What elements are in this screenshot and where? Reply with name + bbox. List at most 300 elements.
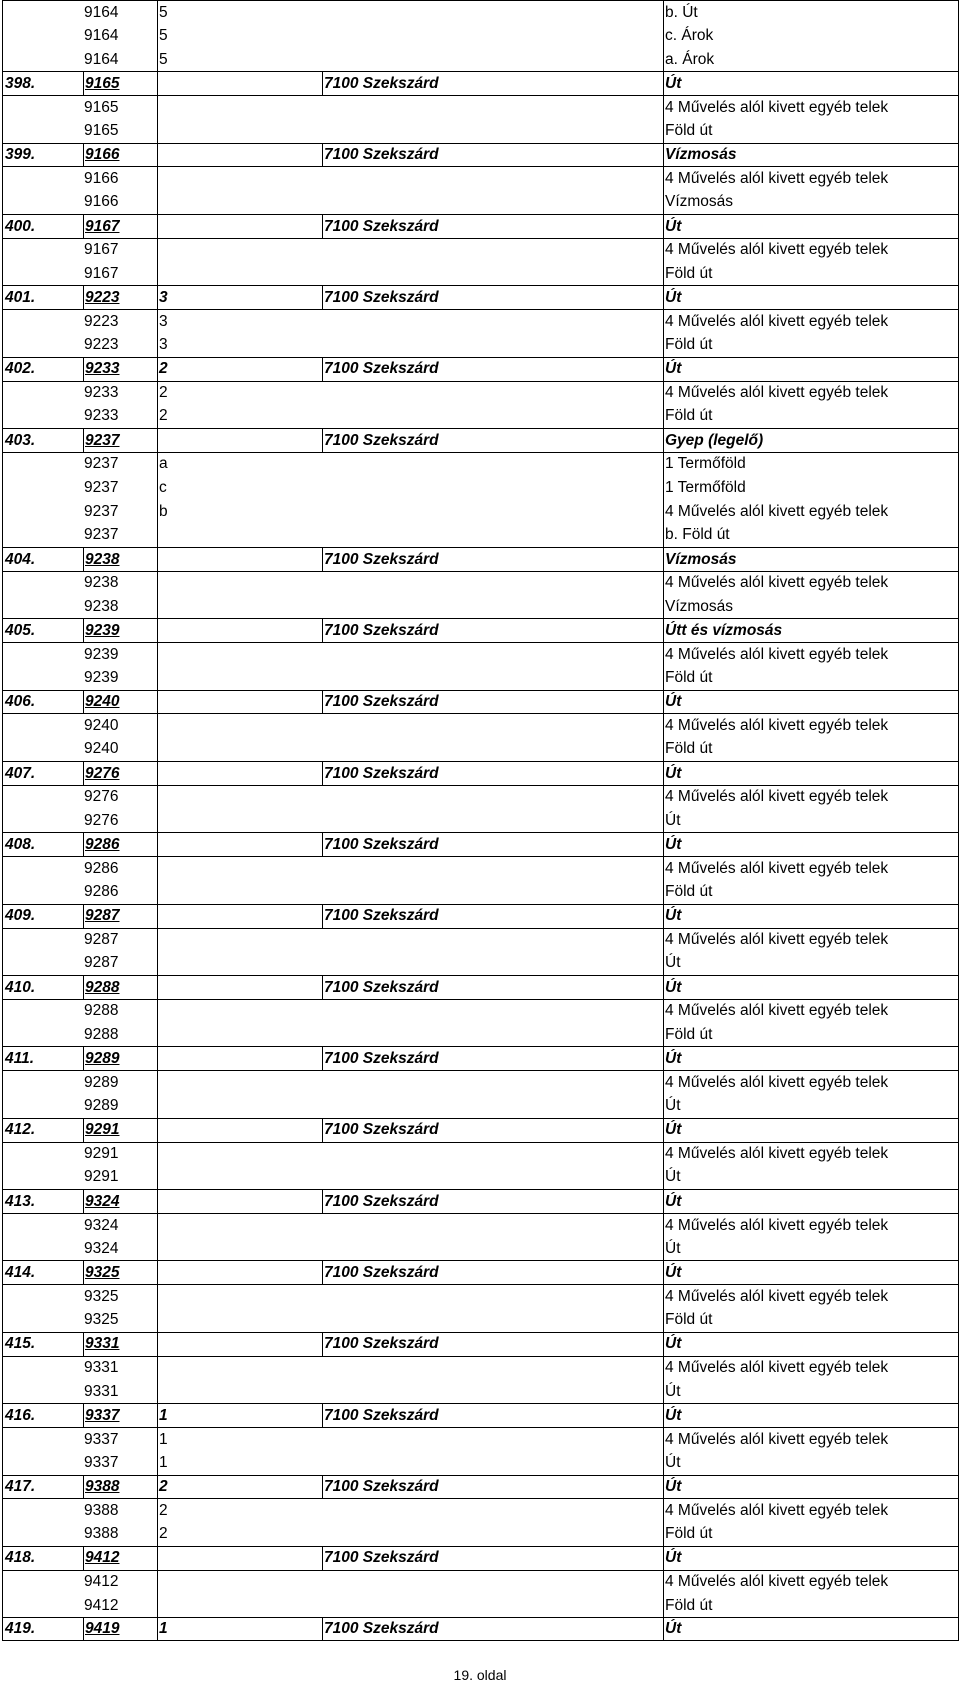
land-use-cell: Út [663, 762, 959, 785]
row-number-cell: 407. [5, 764, 36, 782]
row-number-cell [3, 714, 83, 737]
table-row [2, 999, 959, 1023]
land-use-cell: Föld út [663, 880, 959, 904]
row-number-cell: 416. [5, 1406, 36, 1424]
table-row [2, 713, 959, 737]
parcel-number-cell: 9238 [84, 597, 119, 615]
parcel-number-cell: 9237 [84, 478, 119, 496]
location-cell [322, 666, 662, 690]
location-cell: 7100 Szekszárd [322, 833, 662, 856]
row-number-cell [3, 572, 83, 595]
table-header-row [2, 1260, 959, 1284]
location-cell [322, 1023, 662, 1047]
parcel-number-cell: 9165 [84, 98, 119, 116]
land-use-cell: b. Út [663, 1, 959, 24]
sub-parcel-cell [157, 1000, 322, 1023]
parcel-number-cell: 9240 [84, 717, 119, 735]
land-use-cell: Út [663, 691, 959, 714]
row-number-cell [3, 1571, 83, 1594]
table-header-row [2, 285, 959, 309]
sub-parcel-cell [157, 119, 322, 143]
location-cell [322, 1357, 662, 1380]
sub-parcel-cell [157, 1165, 322, 1189]
land-use-cell: Út [663, 1094, 959, 1118]
land-use-cell: 4 Művelés alól kivett egyéb telek [663, 96, 959, 119]
sub-parcel-cell [157, 1571, 322, 1594]
table-row [2, 1165, 959, 1189]
location-cell [322, 595, 662, 619]
parcel-number-cell: 9237 [83, 429, 157, 452]
parcel-number-cell: 9239 [83, 619, 157, 642]
table-row [2, 595, 959, 619]
land-use-cell: 4 Művelés alól kivett egyéb telek [663, 572, 959, 595]
row-number-cell: 400. [5, 217, 36, 235]
row-number-cell [3, 453, 83, 476]
location-cell [322, 1071, 662, 1094]
sub-parcel-cell: 1 [157, 1428, 322, 1451]
sub-parcel-cell [157, 144, 322, 167]
parcel-number-cell: 9165 [84, 122, 119, 140]
land-use-cell: Föld út [663, 737, 959, 761]
parcel-number-cell: 9325 [84, 1287, 119, 1305]
row-number-cell [3, 119, 83, 143]
land-use-cell: 4 Művelés alól kivett egyéb telek [663, 310, 959, 333]
land-use-cell: Vízmosás [663, 595, 959, 619]
land-use-cell: Út [663, 1119, 959, 1142]
sub-parcel-cell [157, 523, 322, 547]
table-row [2, 523, 959, 547]
row-number-cell: 404. [5, 550, 36, 568]
land-use-cell: 4 Művelés alól kivett egyéb telek [663, 786, 959, 809]
table-header-row [2, 547, 959, 571]
location-cell [322, 190, 662, 214]
location-cell: 7100 Szekszárd [322, 619, 662, 642]
land-use-cell: Út [663, 976, 959, 999]
sub-parcel-cell [157, 1190, 322, 1213]
location-cell: 7100 Szekszárd [322, 976, 662, 999]
location-cell: 7100 Szekszárd [322, 1547, 662, 1570]
row-number-cell: 398. [5, 74, 36, 92]
location-cell [322, 476, 662, 500]
parcel-number-cell: 9166 [84, 193, 119, 211]
parcel-number-cell: 9289 [84, 1097, 119, 1115]
location-cell [322, 1, 662, 24]
sub-parcel-cell [157, 1379, 322, 1403]
row-number-cell [3, 1285, 83, 1308]
sub-parcel-cell [157, 809, 322, 833]
land-use-cell: Föld út [663, 1593, 959, 1617]
row-number-cell [3, 48, 83, 72]
parcel-number-cell: 9240 [84, 740, 119, 758]
location-cell [322, 1308, 662, 1332]
row-number-cell [3, 1071, 83, 1094]
parcel-number-cell: 9289 [84, 1073, 119, 1091]
parcel-number-cell: 9287 [84, 954, 119, 972]
row-number-cell [3, 404, 83, 428]
table-header-row [2, 143, 959, 167]
sub-parcel-cell: 2 [157, 1499, 322, 1522]
location-cell [322, 333, 662, 357]
table-row [2, 309, 959, 333]
row-number-cell: 405. [5, 621, 36, 639]
land-use-cell: Vízmosás [663, 190, 959, 214]
parcel-number-cell: 9388 [84, 1525, 119, 1543]
row-number-cell [3, 523, 83, 547]
table-header-row [2, 761, 959, 785]
parcel-number-cell: 9419 [83, 1618, 157, 1640]
table-header-row [2, 1475, 959, 1499]
table-row [2, 809, 959, 833]
location-cell [322, 310, 662, 333]
parcel-number-cell: 9223 [84, 312, 119, 330]
table-row [2, 333, 959, 357]
parcel-number-cell: 9325 [84, 1311, 119, 1329]
land-use-cell: Út [663, 286, 959, 309]
location-cell: 7100 Szekszárd [322, 1190, 662, 1213]
land-use-cell: Út [663, 833, 959, 856]
land-use-cell: Föld út [663, 1308, 959, 1332]
land-use-cell: a. Árok [663, 48, 959, 72]
table-header-row [2, 904, 959, 928]
parcel-number-cell: 9165 [83, 72, 157, 95]
row-number-cell [3, 1165, 83, 1189]
table-header-row [2, 975, 959, 999]
parcel-number-cell: 9237 [84, 526, 119, 544]
sub-parcel-cell [157, 786, 322, 809]
row-number-cell: 411. [5, 1050, 35, 1068]
location-cell [322, 167, 662, 190]
sub-parcel-cell [157, 643, 322, 666]
land-use-cell: Út [663, 1165, 959, 1189]
location-cell [322, 1499, 662, 1522]
row-number-cell: 412. [5, 1121, 36, 1139]
table-row [2, 951, 959, 975]
location-cell [322, 951, 662, 975]
sub-parcel-cell [157, 72, 322, 95]
sub-parcel-cell: 1 [157, 1451, 322, 1475]
location-cell [322, 453, 662, 476]
table-row [2, 666, 959, 690]
table-row [2, 24, 959, 48]
row-number-cell [3, 262, 83, 286]
table-row [2, 642, 959, 666]
sub-parcel-cell [157, 1071, 322, 1094]
table-row [2, 476, 959, 500]
row-number-cell [3, 96, 83, 119]
row-number-cell: 415. [5, 1335, 36, 1353]
sub-parcel-cell [157, 167, 322, 190]
parcel-number-cell: 9288 [83, 976, 157, 999]
sub-parcel-cell: 2 [157, 1522, 322, 1546]
table-row [2, 1593, 959, 1617]
parcel-number-cell: 9324 [84, 1216, 119, 1234]
sub-parcel-cell [157, 762, 322, 785]
land-use-cell: 4 Művelés alól kivett egyéb telek [663, 1214, 959, 1237]
parcel-number-cell: 9337 [83, 1404, 157, 1427]
land-use-cell: Út [663, 1261, 959, 1284]
sub-parcel-cell [157, 1237, 322, 1261]
land-use-cell: Gyep (legelő) [663, 429, 959, 452]
sub-parcel-cell [157, 929, 322, 952]
parcel-number-cell: 9167 [84, 241, 119, 259]
row-number-cell [3, 190, 83, 214]
sub-parcel-cell [157, 1214, 322, 1237]
sub-parcel-cell: 5 [157, 48, 322, 72]
table-row [2, 1451, 959, 1475]
location-cell [322, 1000, 662, 1023]
row-number-cell [3, 1499, 83, 1522]
land-use-cell: Út [663, 951, 959, 975]
location-cell [322, 1285, 662, 1308]
row-number-cell: 417. [5, 1478, 36, 1496]
row-number-cell: 413. [5, 1192, 36, 1210]
land-use-cell: 4 Művelés alól kivett egyéb telek [663, 714, 959, 737]
parcel-number-cell: 9233 [84, 384, 119, 402]
sub-parcel-cell [157, 1261, 322, 1284]
row-number-cell: 419. [5, 1620, 36, 1638]
location-cell: 7100 Szekszárd [322, 1261, 662, 1284]
sub-parcel-cell: 2 [157, 404, 322, 428]
table-row [2, 1094, 959, 1118]
row-number-cell [3, 951, 83, 975]
table-row [2, 404, 959, 428]
parcel-number-cell: 9239 [84, 645, 119, 663]
land-use-cell: Út [663, 1047, 959, 1070]
sub-parcel-cell [157, 96, 322, 119]
parcel-number-cell: 9276 [84, 788, 119, 806]
row-number-cell [3, 880, 83, 904]
parcel-number-cell: 9286 [84, 883, 119, 901]
parcel-number-cell: 9233 [83, 358, 157, 381]
land-use-cell: Út [663, 1379, 959, 1403]
row-number-cell [3, 1094, 83, 1118]
sub-parcel-cell [157, 951, 322, 975]
location-cell: 7100 Szekszárd [322, 548, 662, 571]
parcel-number-cell: 9276 [83, 762, 157, 785]
row-number-cell [3, 1379, 83, 1403]
table-header-row [2, 1546, 959, 1570]
table-header-row [2, 428, 959, 452]
table-row [2, 1237, 959, 1261]
land-use-cell: Út [663, 72, 959, 95]
row-number-cell: 418. [5, 1549, 36, 1567]
land-use-cell: Föld út [663, 666, 959, 690]
location-cell [322, 737, 662, 761]
location-cell: 7100 Szekszárd [322, 1404, 662, 1427]
table-row [2, 119, 959, 143]
land-use-cell: Út [663, 358, 959, 381]
land-use-cell: Föld út [663, 119, 959, 143]
sub-parcel-cell [157, 215, 322, 238]
parcel-number-cell: 9240 [83, 691, 157, 714]
location-cell [322, 262, 662, 286]
row-number-cell [3, 1000, 83, 1023]
location-cell [322, 1571, 662, 1594]
land-use-cell: 4 Művelés alól kivett egyéb telek [663, 1499, 959, 1522]
parcel-number-cell: 9388 [83, 1476, 157, 1499]
sub-parcel-cell [157, 666, 322, 690]
land-use-cell: Út [663, 1190, 959, 1213]
table-row [2, 381, 959, 405]
row-number-cell [3, 1522, 83, 1546]
land-use-cell: b. Föld út [663, 523, 959, 547]
table-row [2, 1522, 959, 1546]
row-number-cell [3, 333, 83, 357]
parcel-number-cell: 9412 [84, 1573, 119, 1591]
row-number-cell: 410. [5, 978, 36, 996]
location-cell [322, 24, 662, 48]
sub-parcel-cell: 2 [157, 358, 322, 381]
land-use-cell: 4 Művelés alól kivett egyéb telek [663, 1571, 959, 1594]
land-use-cell: Út [663, 215, 959, 238]
sub-parcel-cell [157, 1357, 322, 1380]
sub-parcel-cell [157, 1119, 322, 1142]
land-use-cell: Vízmosás [663, 144, 959, 167]
row-number-cell [3, 1237, 83, 1261]
table-row [2, 1356, 959, 1380]
location-cell: 7100 Szekszárd [322, 762, 662, 785]
row-number-cell: 406. [5, 693, 36, 711]
row-number-cell [3, 1308, 83, 1332]
row-number-cell [3, 1593, 83, 1617]
land-use-cell: Vízmosás [663, 548, 959, 571]
location-cell [322, 96, 662, 119]
parcel-number-cell: 9388 [84, 1501, 119, 1519]
location-cell: 7100 Szekszárd [322, 905, 662, 928]
location-cell [322, 48, 662, 72]
table-row [2, 1023, 959, 1047]
row-number-cell [3, 666, 83, 690]
location-cell: 7100 Szekszárd [322, 358, 662, 381]
sub-parcel-cell [157, 619, 322, 642]
location-cell [322, 382, 662, 405]
parcel-number-cell: 9238 [84, 574, 119, 592]
row-number-cell [3, 786, 83, 809]
land-use-cell: Út [663, 1547, 959, 1570]
sub-parcel-cell [157, 190, 322, 214]
sub-parcel-cell [157, 1593, 322, 1617]
land-use-cell: Föld út [663, 1023, 959, 1047]
sub-parcel-cell [157, 714, 322, 737]
land-use-cell: Föld út [663, 1522, 959, 1546]
table-row [2, 95, 959, 119]
row-number-cell [3, 499, 83, 523]
land-use-cell: 4 Művelés alól kivett egyéb telek [663, 1143, 959, 1166]
sub-parcel-cell [157, 1047, 322, 1070]
location-cell: 7100 Szekszárd [322, 429, 662, 452]
row-number-cell [3, 1428, 83, 1451]
row-number-cell [3, 643, 83, 666]
sub-parcel-cell: b [157, 499, 322, 523]
sub-parcel-cell [157, 880, 322, 904]
land-use-cell: 1 Termőföld [663, 476, 959, 500]
table-row [2, 1570, 959, 1594]
land-use-cell: 4 Művelés alól kivett egyéb telek [663, 643, 959, 666]
land-use-cell: Föld út [663, 333, 959, 357]
location-cell [322, 1522, 662, 1546]
table-row [2, 1213, 959, 1237]
location-cell [322, 1237, 662, 1261]
row-number-cell [3, 476, 83, 500]
land-use-cell: 4 Művelés alól kivett egyéb telek [663, 167, 959, 190]
location-cell: 7100 Szekszárd [322, 1476, 662, 1499]
parcel-number-cell: 9164 [84, 3, 119, 21]
row-number-cell [3, 24, 83, 48]
sub-parcel-cell: 3 [157, 310, 322, 333]
location-cell [322, 786, 662, 809]
sub-parcel-cell [157, 262, 322, 286]
row-number-cell [3, 1451, 83, 1475]
row-number-cell [3, 239, 83, 262]
land-use-cell: Út [663, 1451, 959, 1475]
location-cell: 7100 Szekszárd [322, 1618, 662, 1640]
sub-parcel-cell: a [157, 453, 322, 476]
sub-parcel-cell [157, 239, 322, 262]
location-cell [322, 1165, 662, 1189]
sub-parcel-cell [157, 1143, 322, 1166]
location-cell [322, 809, 662, 833]
land-use-cell: Út [663, 905, 959, 928]
sub-parcel-cell [157, 595, 322, 619]
table-row [2, 1308, 959, 1332]
location-cell [322, 643, 662, 666]
land-use-cell: Út [663, 1476, 959, 1499]
sub-parcel-cell: c [157, 476, 322, 500]
parcel-number-cell: 9412 [83, 1547, 157, 1570]
parcel-number-cell: 9223 [83, 286, 157, 309]
table-header-row [2, 1118, 959, 1142]
location-cell: 7100 Szekszárd [322, 72, 662, 95]
row-number-cell [3, 809, 83, 833]
location-cell [322, 1451, 662, 1475]
table-row [2, 785, 959, 809]
row-number-cell [3, 167, 83, 190]
table-header-row [2, 1332, 959, 1356]
parcel-number-cell: 9237 [84, 502, 119, 520]
parcel-number-cell: 9288 [84, 1025, 119, 1043]
parcel-number-cell: 9167 [84, 264, 119, 282]
parcel-number-cell: 9291 [84, 1168, 119, 1186]
parcel-number-cell: 9286 [84, 859, 119, 877]
parcel-number-cell: 9324 [83, 1190, 157, 1213]
location-cell [322, 1094, 662, 1118]
row-number-cell: 401. [5, 289, 36, 306]
row-number-cell [3, 929, 83, 952]
sub-parcel-cell [157, 548, 322, 571]
row-number-cell: 403. [5, 431, 36, 449]
table-row [2, 856, 959, 880]
table-row [2, 1070, 959, 1094]
table-row [2, 48, 959, 72]
sub-parcel-cell [157, 905, 322, 928]
land-use-cell: 4 Művelés alól kivett egyéb telek [663, 499, 959, 523]
table-header-row [2, 1189, 959, 1213]
location-cell [322, 572, 662, 595]
table-row [2, 571, 959, 595]
location-cell [322, 404, 662, 428]
row-number-cell [3, 310, 83, 333]
land-use-cell: Út [663, 1333, 959, 1356]
row-number-cell: 408. [5, 836, 36, 853]
land-use-cell: Út [663, 809, 959, 833]
location-cell: 7100 Szekszárd [322, 1119, 662, 1142]
sub-parcel-cell [157, 429, 322, 452]
sub-parcel-cell: 2 [157, 1476, 322, 1499]
location-cell [322, 880, 662, 904]
location-cell [322, 929, 662, 952]
land-use-cell: 4 Művelés alól kivett egyéb telek [663, 382, 959, 405]
table-row [2, 1379, 959, 1403]
